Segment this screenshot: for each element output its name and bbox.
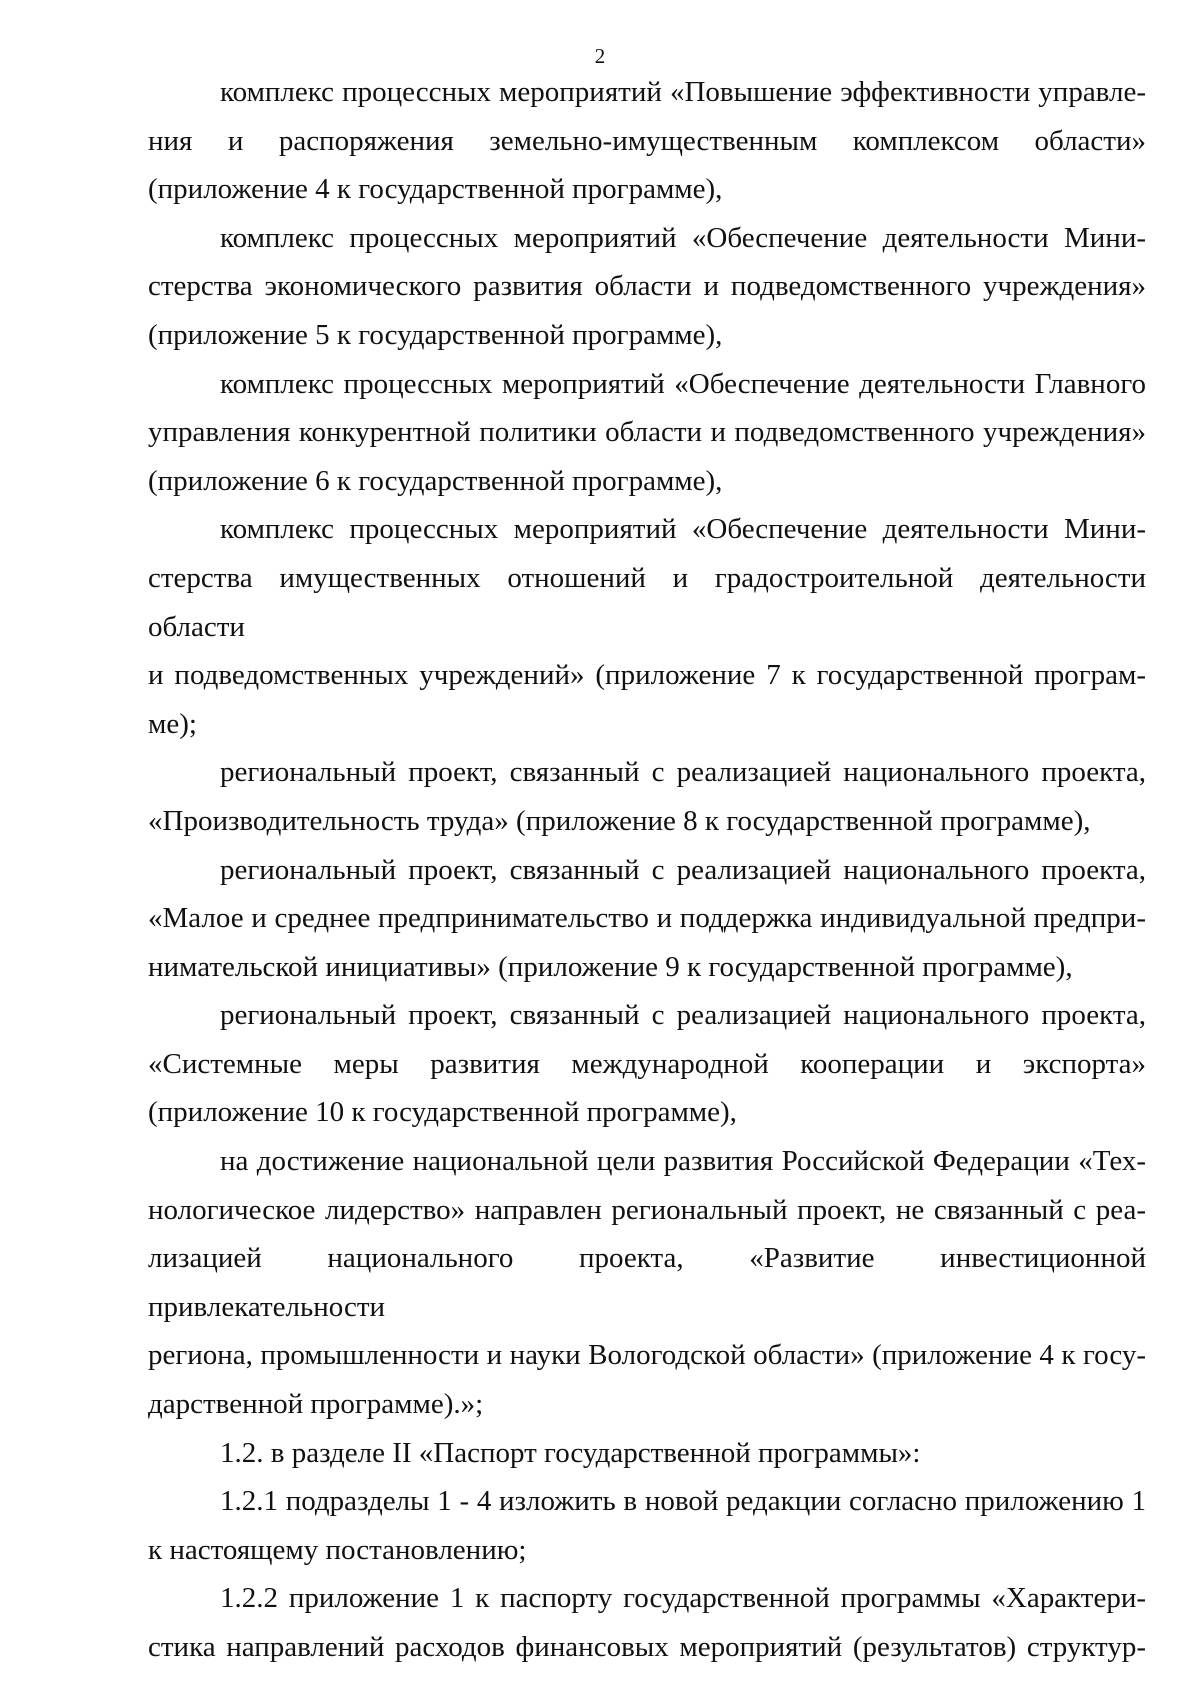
text-line: 1.2.2 приложение 1 к паспорту государственной программы «Характери- — [220, 1582, 1146, 1615]
text-line: «Системные меры развития международной кооперации и экспорта» — [148, 1047, 1146, 1080]
text-line: региона, промышленности и науки Вологодской области» (приложение 4 к госу- — [148, 1339, 1146, 1372]
text-line: комплекс процессных мероприятий «Обеспечение деятельности Главного — [220, 367, 1146, 400]
paragraph — [148, 748, 1146, 845]
text-line: комплекс процессных мероприятий «Обеспечение деятельности Мини- — [220, 221, 1146, 254]
text-line: (приложение 5 к государственной программе), — [148, 318, 723, 351]
paragraph — [148, 846, 1146, 992]
document-body — [148, 68, 1146, 1672]
text-line: к настоящему постановлению; — [148, 1533, 527, 1566]
paragraph — [148, 1429, 1146, 1478]
text-line: комплекс процессных мероприятий «Повышение эффективности управле- — [220, 76, 1146, 108]
text-line: «Производительность труда» (приложение 8 к государственной программе), — [148, 804, 1091, 837]
text-line: региональный проект, связанный с реализацией национального проекта, — [220, 756, 1146, 789]
text-line: нимательской инициативы» (приложение 9 к государственной программе), — [148, 950, 1073, 983]
text-line: ме); — [148, 707, 197, 740]
text-line: и подведомственных учреждений» (приложение 7 к государственной програм- — [148, 659, 1146, 692]
text-line: (приложение 10 к государственной программе), — [148, 1096, 737, 1129]
text-line: региональный проект, связанный с реализацией национального проекта, — [220, 853, 1146, 886]
text-line: региональный проект, связанный с реализацией национального проекта, — [220, 999, 1146, 1032]
text-line: дарственной программе).»; — [148, 1388, 484, 1421]
text-line: (приложение 6 к государственной программе), — [148, 464, 723, 497]
text-line: 1.2.1 подразделы 1 - 4 изложить в новой редакции согласно приложению 1 — [220, 1485, 1146, 1518]
text-line: лизацией национального проекта, «Развитие инвестиционной привлекательности — [148, 1242, 1146, 1323]
text-line: стика направлений расходов финансовых мероприятий (результатов) структур- — [148, 1631, 1146, 1663]
text-line: стерства имущественных отношений и градостроительной деятельности области — [148, 561, 1146, 643]
text-line: на достижение национальной цели развития Российской Федерации «Тех- — [220, 1145, 1146, 1178]
paragraph — [148, 505, 1146, 748]
paragraph — [148, 1137, 1146, 1429]
text-line: 1.2. в разделе II «Паспорт государственной программы»: — [220, 1436, 921, 1469]
paragraph — [148, 1574, 1146, 1671]
text-line: стерства экономического развития области и подведомственного учреждения» — [148, 270, 1146, 303]
text-line: управления конкурентной политики области и подведомственного учреждения» — [148, 416, 1146, 449]
text-line: «Малое и среднее предпринимательство и поддержка индивидуальной предпри- — [148, 902, 1146, 935]
paragraph — [148, 991, 1146, 1137]
text-line: ния и распоряжения земельно-имущественным комплексом области» — [148, 124, 1146, 157]
page-number: 2 — [594, 44, 606, 68]
paragraph — [148, 68, 1146, 214]
text-line: комплекс процессных мероприятий «Обеспечение деятельности Мини- — [220, 513, 1146, 546]
paragraph — [148, 214, 1146, 360]
text-line: (приложение 4 к государственной программе), — [148, 173, 723, 206]
paragraph — [148, 360, 1146, 506]
paragraph — [148, 1477, 1146, 1574]
text-line: нологическое лидерство» направлен региональный проект, не связанный с реа- — [148, 1193, 1146, 1226]
